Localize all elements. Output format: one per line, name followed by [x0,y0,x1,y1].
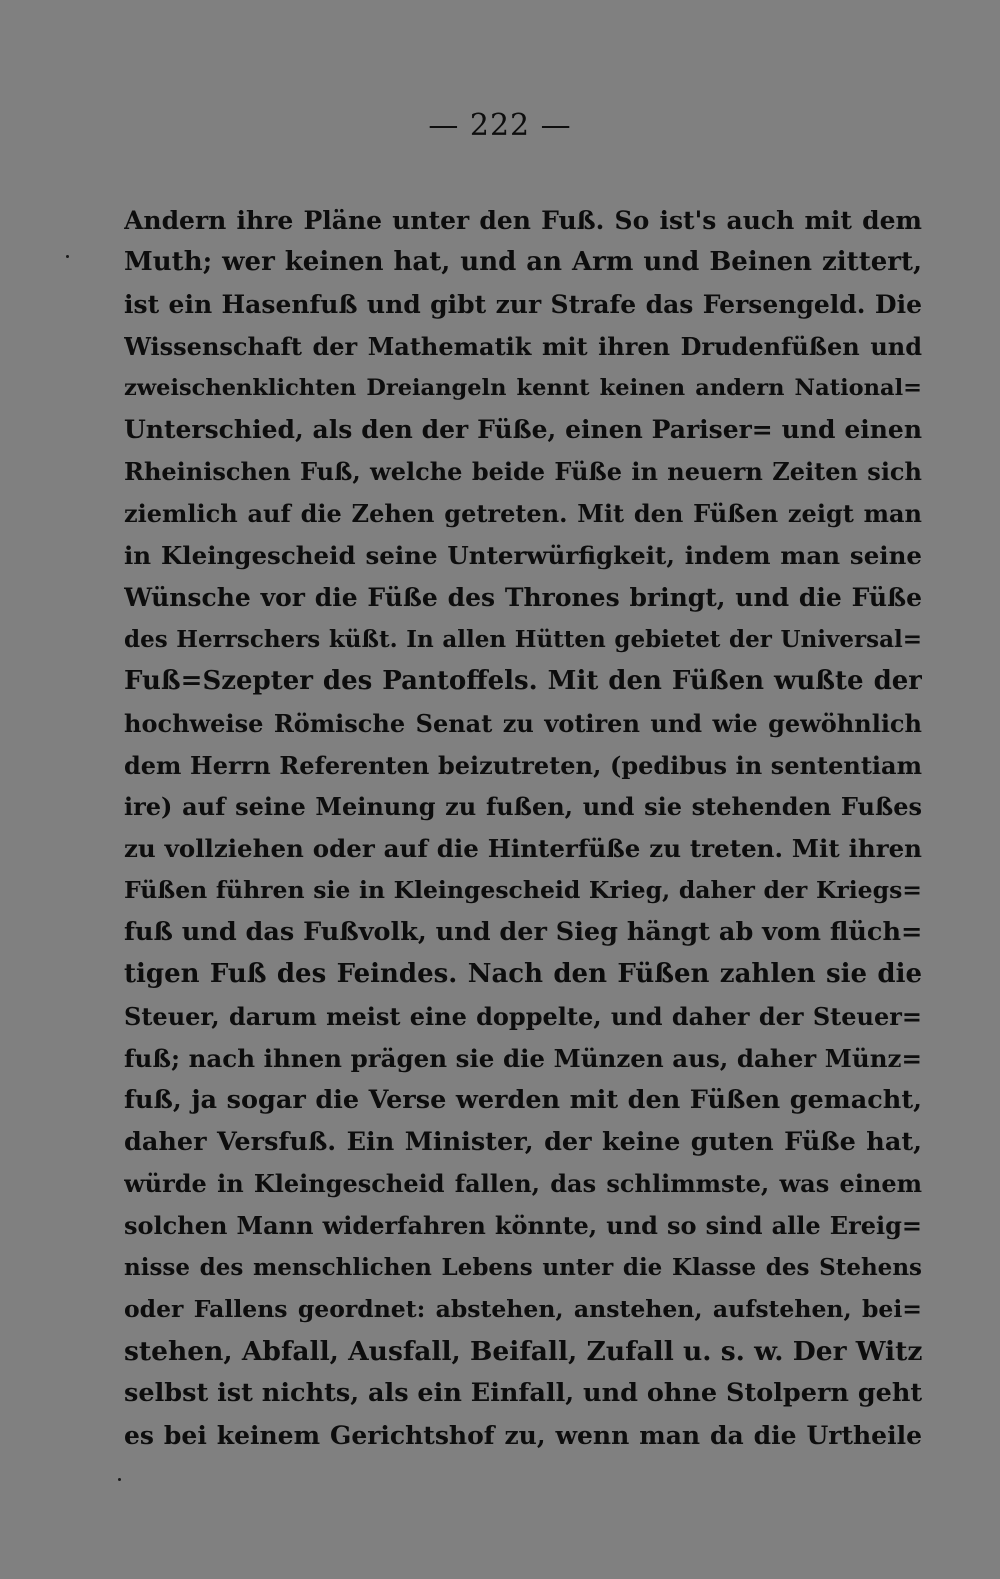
text-line: Unterschied, als den der Füße, einen Pariser= und einen [124,415,922,445]
scan-speck [66,255,69,258]
text-line: Rheinischen Fuß, welche beide Füße in neuern Zeiten sich [124,457,922,487]
text-line: nisse des menschlichen Lebens unter die Klasse des Stehens [124,1254,922,1282]
text-line: Muth; wer keinen hat, und an Arm und Beinen zittert, [124,246,922,277]
text-line: zweischenklichten Dreiangeln kennt keinen andern National= [124,374,922,401]
text-line: ire) auf seine Meinung zu fußen, und sie stehenden Fußes [124,792,922,822]
text-line: daher Versfuß. Ein Minister, der keine guten Füße hat, [124,1126,922,1157]
text-line: ist ein Hasenfuß und gibt zur Strafe das Fersengeld. Die [124,289,922,319]
text-line: Füßen führen sie in Kleingescheid Krieg, daher der Kriegs= [124,876,922,905]
text-line: hochweise Römische Senat zu votiren und wie gewöhnlich [124,708,922,738]
text-line: tigen Fuß des Feindes. Nach den Füßen zahlen sie die [124,959,922,990]
text-line: Wissenschaft der Mathematik mit ihren Drudenfüßen und [124,331,922,361]
text-line: dem Herrn Referenten beizutreten, (pedibus in sententiam [124,750,922,780]
text-line: selbst ist nichts, als ein Einfall, und ohne Stolpern geht [124,1377,922,1408]
text-line: fuß und das Fußvolk, und der Sieg hängt ab vom flüch= [124,917,922,948]
body-text [124,200,922,1457]
text-line: solchen Mann widerfahren könnte, und so sind alle Ereig= [124,1211,922,1241]
text-line: fuß, ja sogar die Verse werden mit den Füßen gemacht, [124,1084,922,1115]
page-number: — 222 — [428,108,572,143]
text-line: oder Fallens geordnet: abstehen, anstehen, aufstehen, bei= [124,1295,922,1324]
text-line: Steuer, darum meist eine doppelte, und daher der Steuer= [124,1001,922,1031]
text-line: ziemlich auf die Zehen getreten. Mit den Füßen zeigt man [124,499,922,529]
text-line: zu vollziehen oder auf die Hinterfüße zu treten. Mit ihren [124,834,922,864]
text-line: Wünsche vor die Füße des Thrones bringt, und die Füße [124,583,922,613]
text-line: stehen, Abfall, Ausfall, Beifall, Zufall u. s. w. Der Witz [124,1336,922,1368]
scan-speck [118,1478,121,1481]
text-line: Fuß=Szepter des Pantoffels. Mit den Füßen wußte der [124,665,922,696]
text-line: Andern ihre Pläne unter den Fuß. So ist's auch mit dem [124,206,922,235]
text-line: fuß; nach ihnen prägen sie die Münzen aus, daher Münz= [124,1043,922,1073]
text-line: würde in Kleingescheid fallen, das schlimmste, was einem [124,1169,922,1199]
text-line: es bei keinem Gerichtshof zu, wenn man da die Urtheile [124,1420,922,1450]
text-line: in Kleingescheid seine Unterwürfigkeit, indem man seine [124,541,922,571]
text-line: des Herrschers küßt. In allen Hütten gebietet der Universal= [124,625,922,653]
